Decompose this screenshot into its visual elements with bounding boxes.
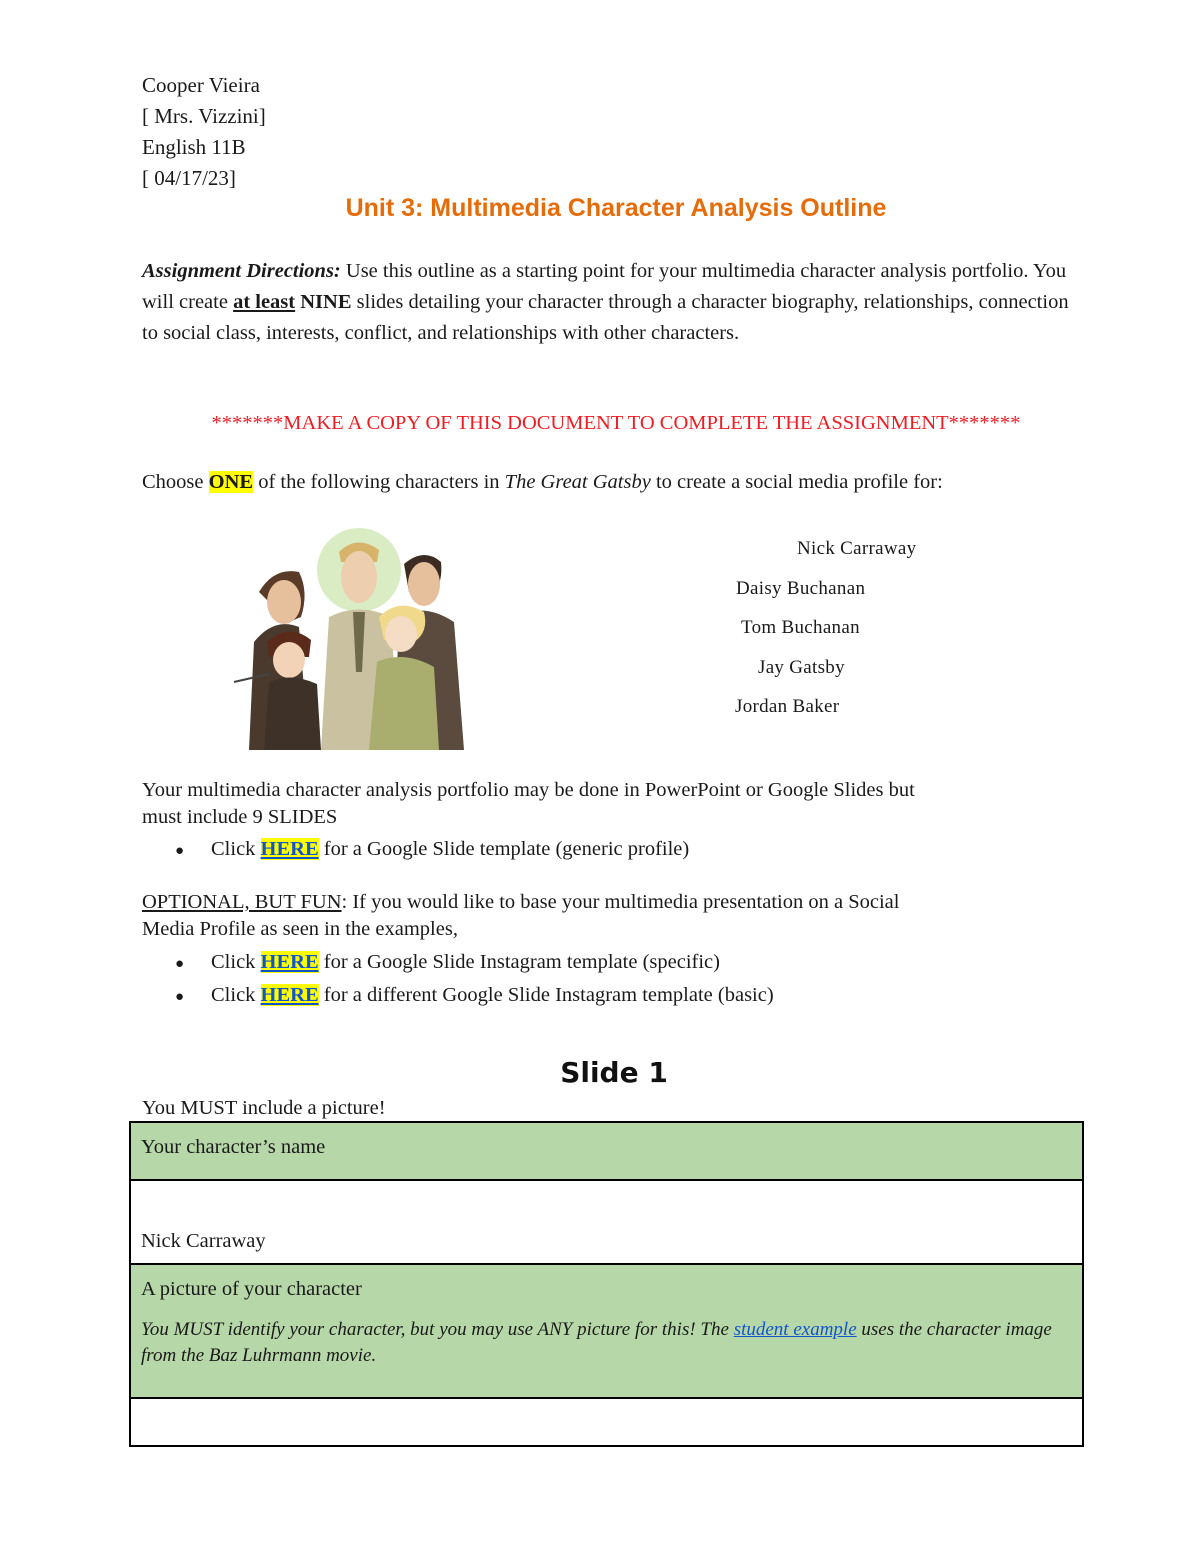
- character-option-2: Daisy Buchanan: [736, 578, 866, 599]
- here-link-generic-template[interactable]: HERE: [260, 838, 319, 860]
- character-option-1: Nick Carraway: [797, 538, 917, 559]
- link-suffix: for a Google Slide template (generic profile): [318, 838, 690, 860]
- slide-1-table: [129, 1121, 1084, 1447]
- student-example-link[interactable]: student example: [733, 1319, 857, 1340]
- here-link-instagram-specific[interactable]: HERE: [260, 951, 319, 973]
- bullet-icon: ●: [175, 843, 185, 859]
- directions-label: Assignment Directions:: [142, 260, 341, 282]
- character-picture-label: A picture of your character: [141, 1278, 362, 1300]
- optional-line-1: : If you would like to base your multimedia presentation on a Social: [341, 891, 900, 913]
- optional-line-2: Media Profile as seen in the examples,: [142, 918, 458, 940]
- link-bullet-1: [175, 834, 689, 867]
- character-picture-label-cell: [130, 1264, 1083, 1398]
- link-prefix: Click: [211, 984, 261, 1006]
- book-title: The Great Gatsby: [504, 471, 651, 493]
- page-title: Unit 3: Multimedia Character Analysis Outline: [345, 194, 887, 222]
- directions-text-1: Use this outline as a starting point for your multimedia character analysis portfolio. You will create: [142, 260, 1067, 313]
- picture-note-text-1: You MUST identify your character, but you may use ANY picture for this! The: [141, 1319, 734, 1340]
- course-name: English 11B: [142, 135, 246, 159]
- optional-label: OPTIONAL, BUT FUN: [142, 891, 342, 913]
- link-bullet-3: [175, 980, 774, 1013]
- student-name: Cooper Vieira: [142, 73, 260, 97]
- character-name-label: Your character’s name: [141, 1136, 326, 1158]
- slide-1-note: You MUST include a picture!: [142, 1097, 386, 1119]
- choose-prefix: Choose: [142, 471, 209, 493]
- link-suffix: for a Google Slide Instagram template (specific): [318, 951, 720, 973]
- link-prefix: Click: [211, 951, 261, 973]
- bullet-icon: ●: [175, 956, 185, 972]
- slide-1-heading: Slide 1: [560, 1056, 668, 1089]
- directions-at-least: at least: [233, 291, 296, 313]
- picture-note-text-2: uses the character image from the Baz Luhrmann movie.: [141, 1319, 1052, 1366]
- character-name-value-cell[interactable]: [130, 1180, 1083, 1264]
- character-picture-note: [141, 1317, 1072, 1369]
- here-link-instagram-basic[interactable]: HERE: [260, 984, 319, 1006]
- choose-line: [142, 467, 1082, 498]
- optional-paragraph: [142, 889, 1082, 943]
- portfolio-instructions: [142, 777, 1082, 831]
- link-prefix: Click: [211, 838, 261, 860]
- character-name-label-cell: [130, 1122, 1083, 1180]
- teacher-name: [ Mrs. Vizzini]: [142, 104, 266, 128]
- character-option-5: Jordan Baker: [735, 696, 840, 717]
- bullet-icon: ●: [175, 989, 185, 1005]
- choose-suffix: to create a social media profile for:: [650, 471, 943, 493]
- character-picture-cell[interactable]: [130, 1398, 1083, 1446]
- character-option-3: Tom Buchanan: [741, 617, 860, 638]
- choose-one-highlight: ONE: [208, 471, 254, 493]
- assignment-directions: [142, 256, 1082, 349]
- directions-text-2: slides detailing your character through a character biography, relationships, connection to social class, interests, conflict, and relationships with other characters.: [142, 291, 1069, 344]
- portfolio-line-1: Your multimedia character analysis portfolio may be done in PowerPoint or Google Slides but: [142, 779, 915, 801]
- choose-middle: of the following characters in: [253, 471, 505, 493]
- portfolio-line-2: must include 9 SLIDES: [142, 806, 338, 828]
- character-name-value: Nick Carraway: [141, 1230, 266, 1252]
- copy-notice: *******MAKE A COPY OF THIS DOCUMENT TO COMPLETE THE ASSIGNMENT*******: [211, 412, 1021, 434]
- character-option-4: Jay Gatsby: [758, 657, 845, 678]
- link-bullet-2: [175, 947, 720, 980]
- characters-illustration: [229, 522, 489, 750]
- link-suffix: for a different Google Slide Instagram template (basic): [318, 984, 774, 1006]
- directions-nine: NINE: [295, 291, 352, 313]
- date: [ 04/17/23]: [142, 166, 236, 190]
